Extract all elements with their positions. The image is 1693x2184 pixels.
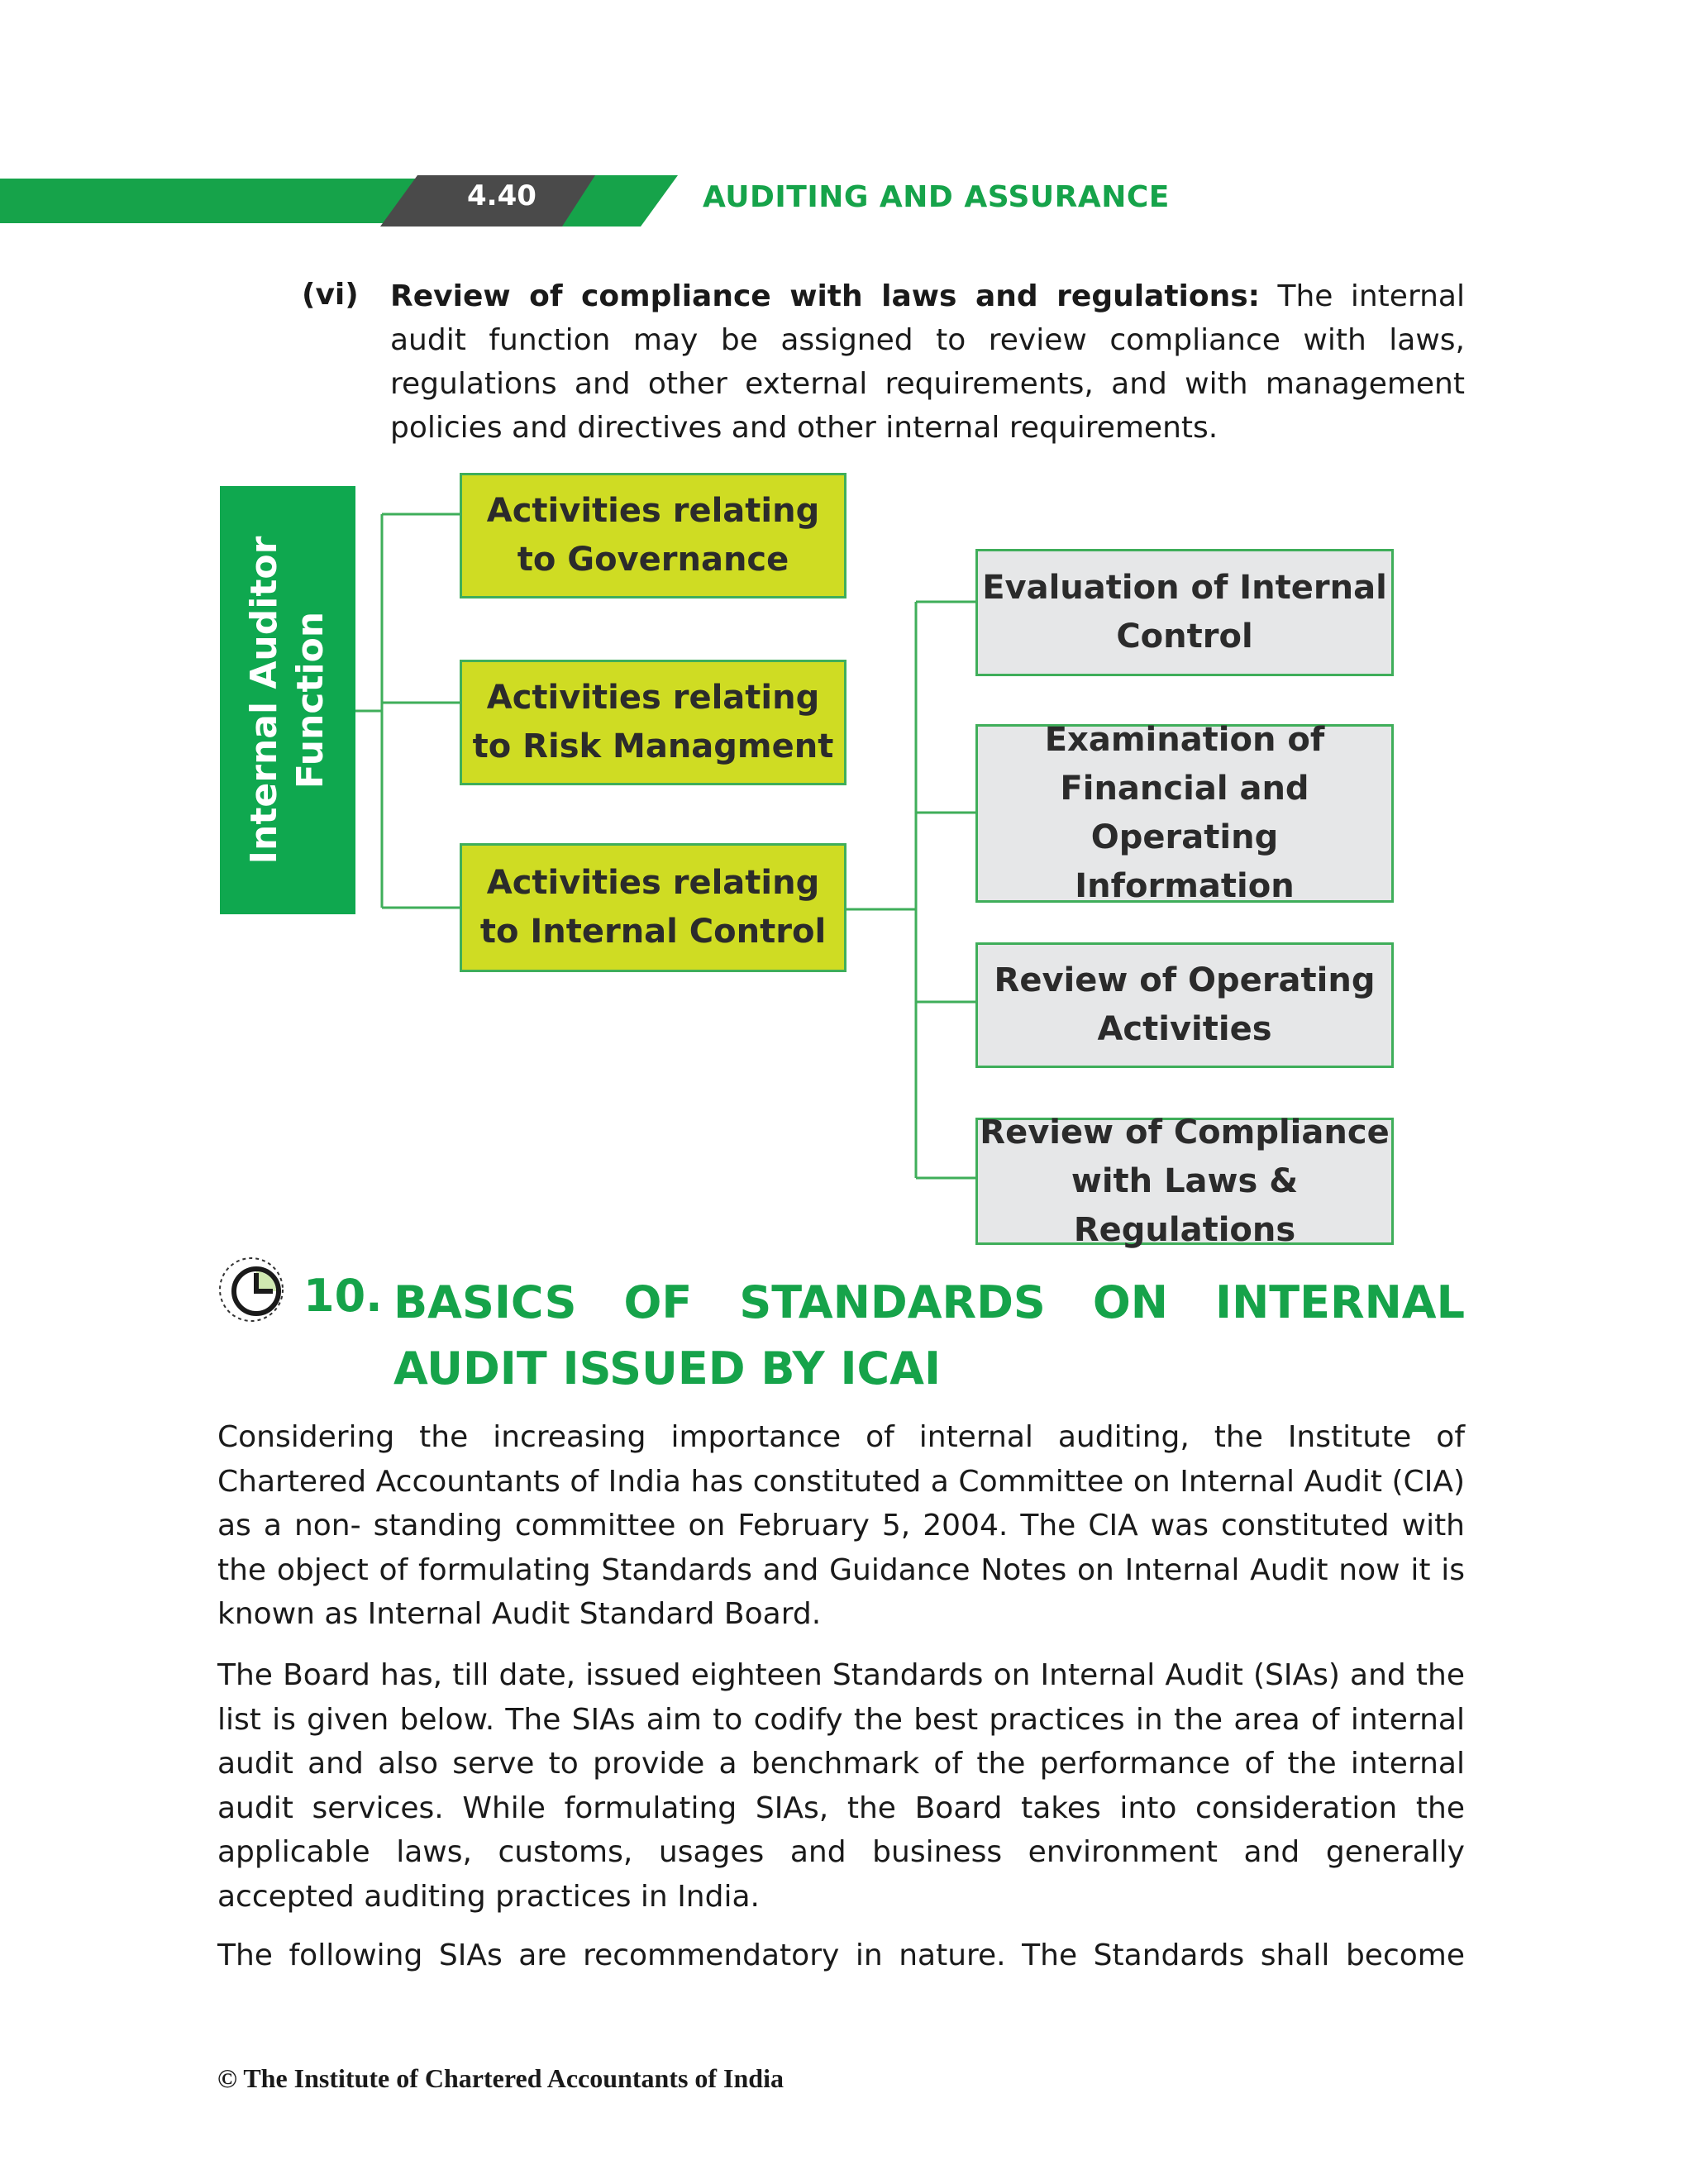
paragraph-2: The Board has, till date, issued eighteen Standards on Internal Audit (SIAs) and the list is given below. The SIAs aim to codify the best practices in the area of internal audit and also serve to provide a benchmark of the performance of the internal audit services. While formulating SIAs, the Board takes into consideration the applicable laws, customs, usages and business environment and generally accepted auditing practices in India. [217, 1658, 1465, 1914]
activity-internal-control-box: Activities relating to Internal Control [460, 843, 846, 972]
clock-icon [217, 1255, 286, 1324]
item-label: (vi) [302, 278, 359, 312]
paragraph-3 [217, 1934, 1465, 1978]
header-band [0, 175, 678, 227]
item-body: The internal audit function may be assigned to review compliance with laws, regulations and other external requirements, and with management policies and directives and other internal requirements. [390, 279, 1465, 445]
copyright-footer: © The Institute of Chartered Accountants of India [217, 2063, 784, 2093]
item-heading: Review of compliance with laws and regulations: [390, 279, 1261, 313]
section-title [393, 1270, 1465, 1402]
activity-governance-box: Activities relating to Governance [460, 473, 846, 598]
child-examination-box: Examination of Financial and Operating Information [975, 724, 1394, 903]
root-label: Internal Auditor Function [243, 536, 331, 865]
running-title: AUDITING AND ASSURANCE [703, 180, 1170, 214]
internal-audit-diagram [0, 463, 1693, 1257]
item-paragraph [390, 274, 1465, 450]
activity-risk-box: Activities relating to Risk Managment [460, 660, 846, 785]
section-title-line2: AUDIT ISSUED BY ICAI [393, 1342, 942, 1395]
child-compliance-review-box: Review of Compliance with Laws & Regulations [975, 1118, 1394, 1245]
child-operating-review-box: Review of Operating Activities [975, 942, 1394, 1068]
paragraph-1: Considering the increasing importance of internal auditing, the Institute of Chartered Accountants of India has constituted a Committee on Internal Audit (CIA) as a non- standing committee on February 5, 2004. The CIA was constituted with the object of formulating Standards and Guidance Notes on Internal Audit now it is known as Internal Audit Standard Board. [217, 1420, 1465, 1631]
paragraph-3-text: The following SIAs are recommendatory in nature. The Standards shall become [217, 1938, 1465, 1972]
page-number: 4.40 [467, 179, 537, 212]
section-number: 10. [303, 1270, 383, 1322]
section-title-line1: BASICS OF STANDARDS ON INTERNAL [393, 1276, 1465, 1328]
child-evaluation-box: Evaluation of Internal Control [975, 549, 1394, 676]
